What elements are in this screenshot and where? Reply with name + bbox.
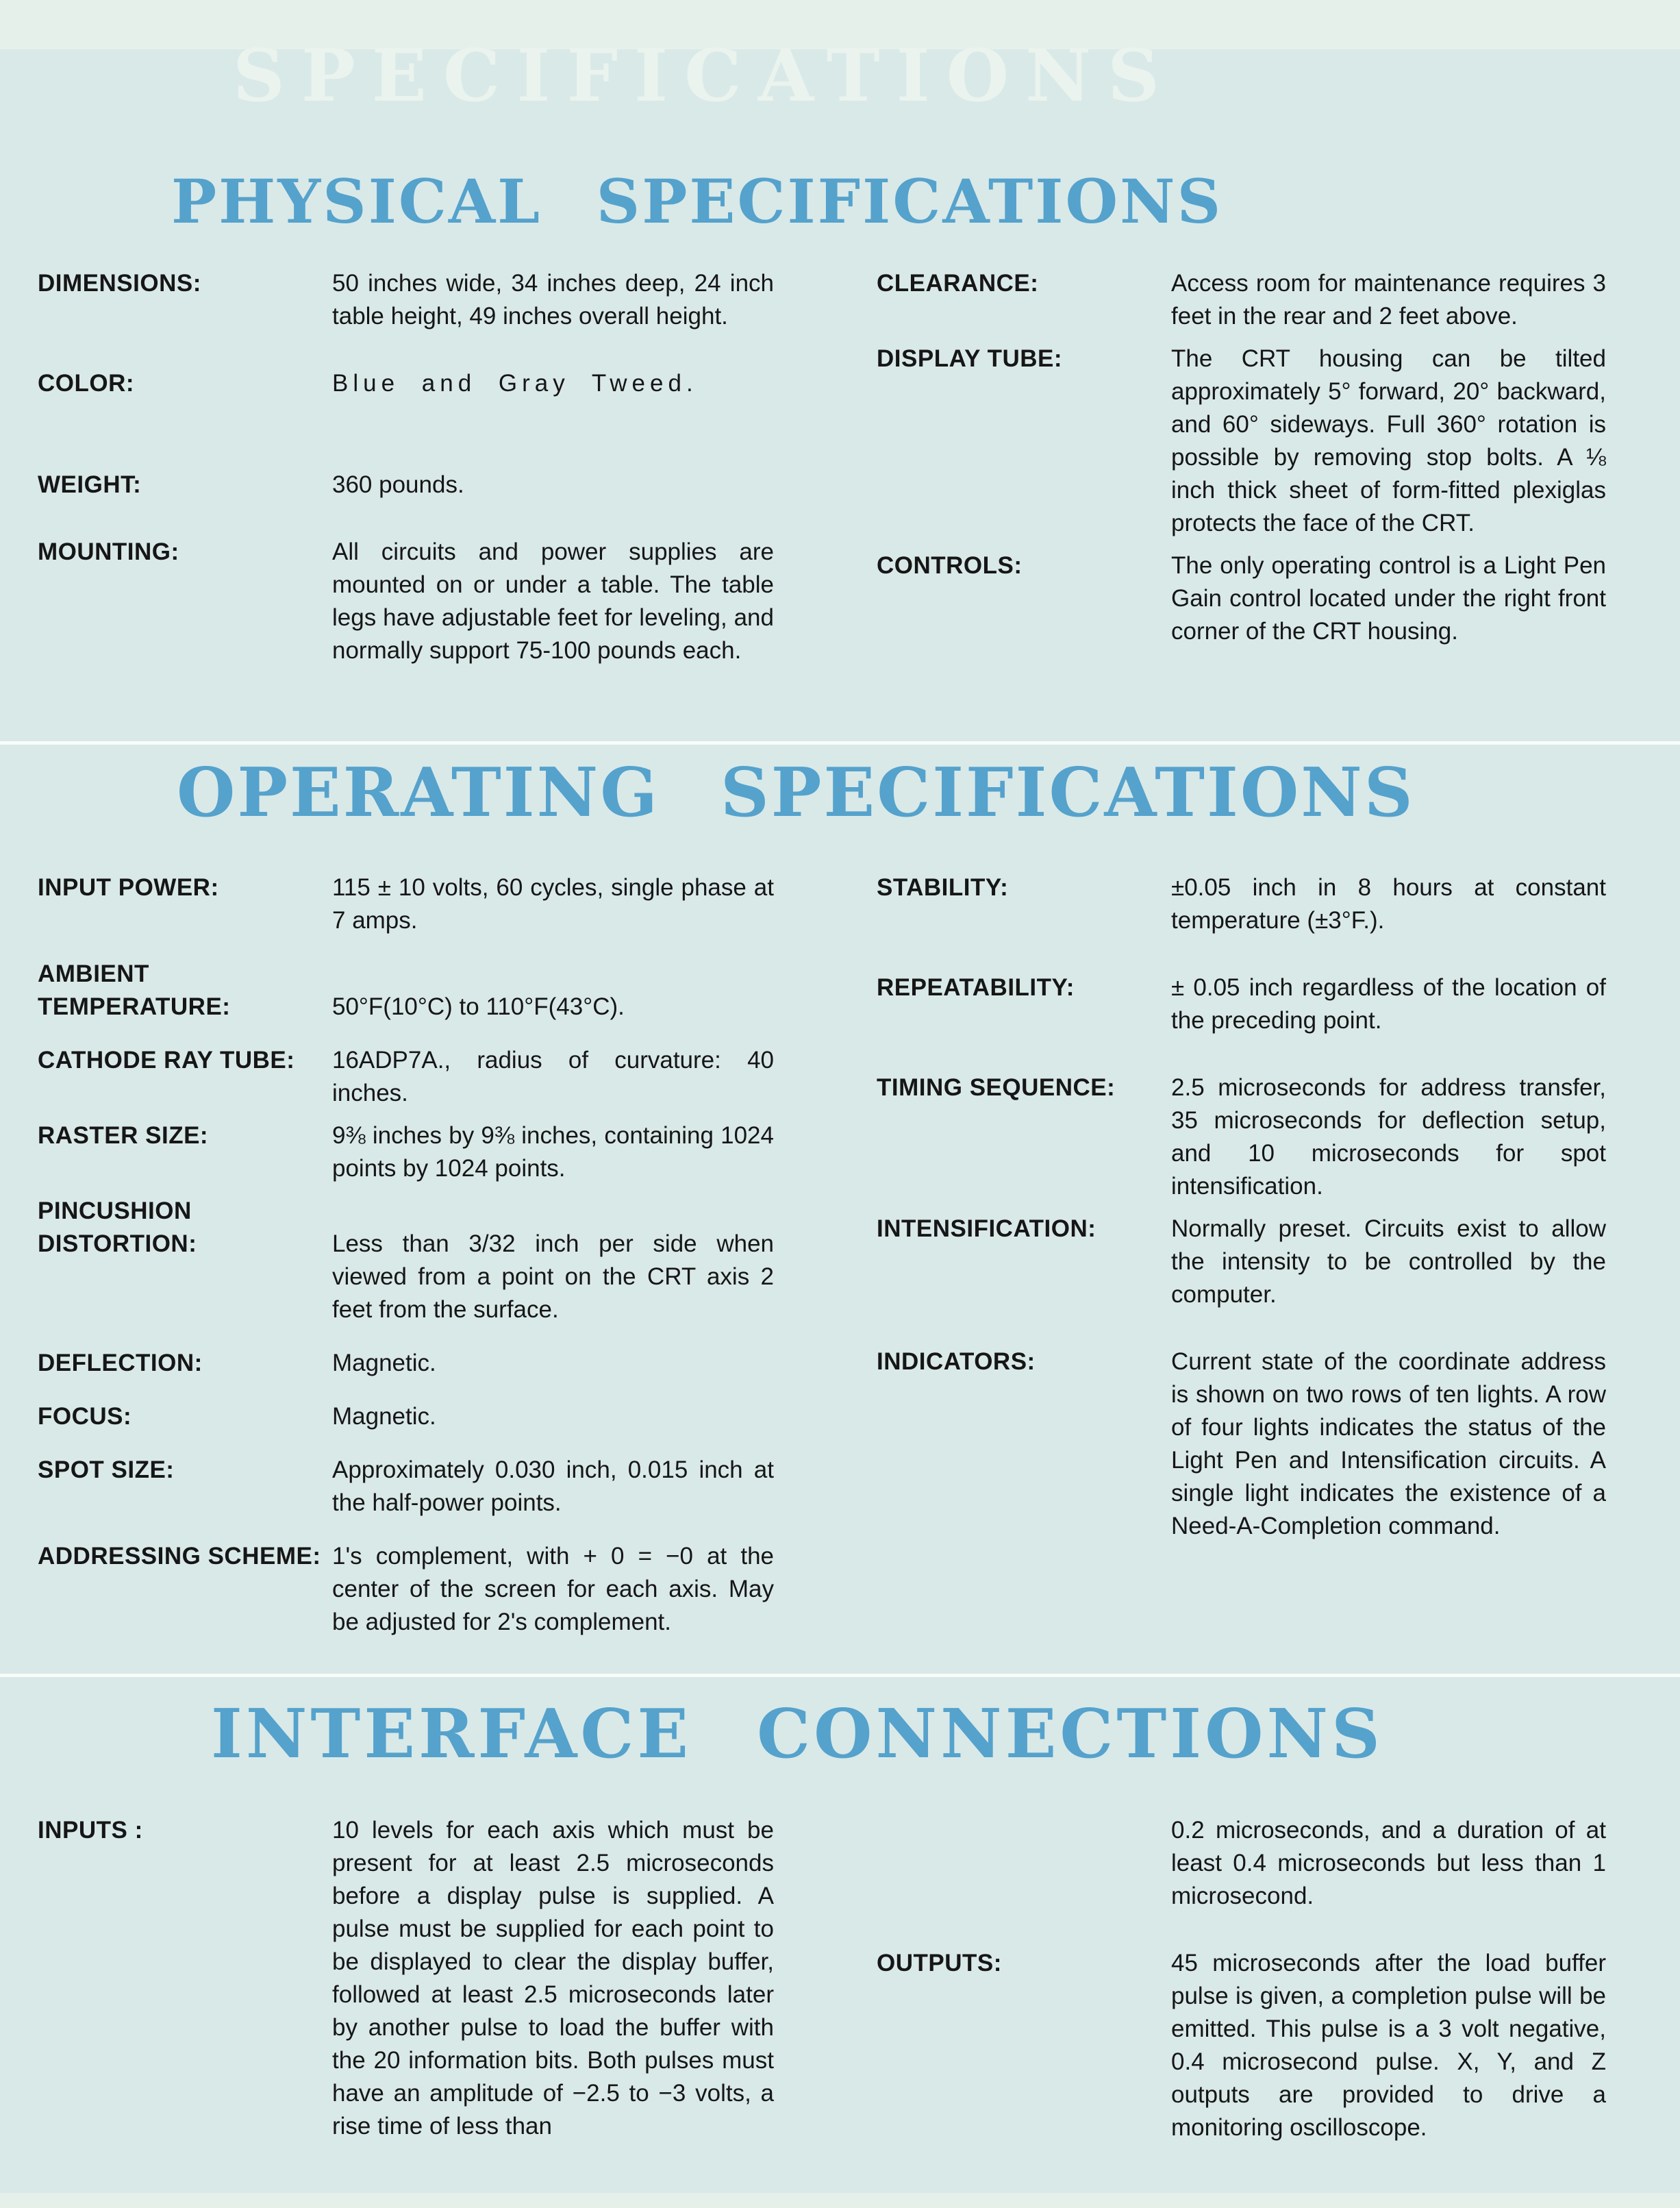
spec-row-repeatability xyxy=(877,971,1606,1037)
spec-label: RASTER SIZE: xyxy=(38,1122,209,1149)
spec-value: The only operating control is a Light Pen Gain control located under the right front corner of the CRT housing. xyxy=(1171,552,1606,645)
spec-label xyxy=(877,1814,1171,1913)
spec-value: 10 levels for each axis which must be present for at least 2.5 microseconds before a display pulse is supplied. A pulse must be supplied for each point to be displayed to clear the display buffer, followed at least 2.5 microseconds later by another pulse to load the buffer with the 20 information bits. Both pulses must have an amplitude of −2.5 to −3 volts, a rise time of less than xyxy=(332,1817,774,2139)
spec-row-color xyxy=(38,367,774,400)
spec-row-cathode-ray-tube xyxy=(38,1044,774,1110)
physical-specs-section xyxy=(0,267,1680,667)
spec-value: Magnetic. xyxy=(332,1403,436,1430)
spec-label: CLEARANCE: xyxy=(877,270,1039,297)
operating-left-column xyxy=(38,871,774,1639)
spec-label: DEFLECTION: xyxy=(38,1350,203,1376)
spec-value: Approximately 0.030 inch, 0.015 inch at the half-power points. xyxy=(332,1456,774,1516)
spec-row-addressing-scheme xyxy=(38,1540,774,1639)
spec-row-stability xyxy=(877,871,1606,937)
spec-row-spot-size xyxy=(38,1454,774,1519)
spec-label: INPUT POWER: xyxy=(38,874,219,901)
spec-label: COLOR: xyxy=(38,370,135,397)
spec-row-input-power xyxy=(38,871,774,937)
spec-label: MOUNTING: xyxy=(38,538,179,565)
spec-label: CATHODE RAY TUBE: xyxy=(38,1047,295,1074)
spec-value: Normally preset. Circuits exist to allow the intensity to be controlled by the computer. xyxy=(1171,1215,1606,1308)
physical-left-column xyxy=(38,267,774,667)
operating-right-column xyxy=(877,871,1606,1639)
spec-row-outputs xyxy=(877,1947,1606,2144)
spec-label: FOCUS: xyxy=(38,1403,132,1430)
section-heading-operating: OPERATING SPECIFICATIONS xyxy=(177,754,1415,832)
spec-row-display-tube xyxy=(877,343,1606,540)
spec-label: INTENSIFICATION: xyxy=(877,1215,1096,1242)
spec-value: 45 microseconds after the load buffer pulse is given, a completion pulse will be emitted. This pulse is a 3 volt negative, 0.4 microsecond pulse. X, Y, and Z outputs are provided to drive a monitoring oscilloscope. xyxy=(1171,1950,1606,2141)
spec-value: 50°F(10°C) to 110°F(43°C). xyxy=(332,993,625,1020)
spec-value: The CRT housing can be tilted approximately 5° forward, 20° backward, and 60° sideways. Full 360° rotation is possible by removing stop bolts. A ⅛ inch thick sheet of form-fitted plexiglas protects the face of the CRT. xyxy=(1171,345,1606,536)
spec-label: INPUTS : xyxy=(38,1817,143,1844)
spec-value: ±0.05 inch in 8 hours at constant temperature (±3°F.). xyxy=(1171,874,1606,934)
spec-row-inputs-continued xyxy=(877,1814,1606,1913)
physical-right-column xyxy=(877,267,1606,667)
spec-value: Access room for maintenance requires 3 feet in the rear and 2 feet above. xyxy=(1171,270,1606,330)
spec-value: 0.2 microseconds, and a duration of at least 0.4 microseconds but less than 1 microsecond. xyxy=(1171,1817,1606,1909)
spec-row-dimensions xyxy=(38,267,774,333)
spec-label: STABILITY: xyxy=(877,874,1009,901)
spec-value: 2.5 microseconds for address transfer, 35 microseconds for deflection setup, and 10 microseconds for spot intensification. xyxy=(1171,1074,1606,1200)
spec-value: ± 0.05 inch regardless of the location of the preceding point. xyxy=(1171,974,1606,1034)
spec-label: ADDRESSING SCHEME: xyxy=(38,1543,321,1570)
page-title: SPECIFICATIONS xyxy=(233,33,1176,118)
spec-label: AMBIENT TEMPERATURE: xyxy=(38,960,231,1020)
spec-label: CONTROLS: xyxy=(877,552,1023,579)
spec-row-controls xyxy=(877,549,1606,648)
spec-row-inputs xyxy=(38,1814,774,2143)
interface-right-column xyxy=(877,1814,1606,2144)
spec-label: DIMENSIONS: xyxy=(38,270,201,297)
spec-value: 50 inches wide, 34 inches deep, 24 inch table height, 49 inches overall height. xyxy=(332,270,774,330)
interface-left-column xyxy=(38,1814,774,2144)
spec-value: 360 pounds. xyxy=(332,471,464,498)
spec-value: 1's complement, with + 0 = −0 at the center of the screen for each axis. May be adjusted for 2's complement. xyxy=(332,1543,774,1635)
spec-row-intensification xyxy=(877,1213,1606,1311)
spec-row-ambient-temperature xyxy=(38,958,774,1024)
spec-value: Blue and Gray Tweed. xyxy=(332,370,698,397)
spec-row-pincushion-distortion xyxy=(38,1195,774,1326)
spec-label: WEIGHT: xyxy=(38,471,142,498)
spec-value: All circuits and power supplies are mounted on or under a table. The table legs have adjustable feet for leveling, and normally support 75-100 pounds each. xyxy=(332,538,774,664)
section-heading-interface: INTERFACE CONNECTIONS xyxy=(211,1695,1383,1774)
section-heading-physical: PHYSICAL SPECIFICATIONS xyxy=(171,166,1223,237)
spec-row-indicators xyxy=(877,1345,1606,1543)
spec-label: OUTPUTS: xyxy=(877,1950,1002,1976)
bottom-scan-band xyxy=(0,2193,1680,2208)
spec-row-focus xyxy=(38,1400,774,1433)
spec-row-timing-sequence xyxy=(877,1071,1606,1203)
spec-value: Magnetic. xyxy=(332,1350,436,1376)
spec-value: 16ADP7A., radius of curvature: 40 inches. xyxy=(332,1047,774,1106)
interface-connections-section xyxy=(0,1814,1680,2144)
spec-label: INDICATORS: xyxy=(877,1348,1036,1375)
spec-row-weight xyxy=(38,469,774,501)
spec-row-clearance xyxy=(877,267,1606,333)
spec-value: Current state of the coordinate address is shown on two rows of ten lights. A row of four lights indicates the status of the Light Pen and Intensification circuits. A single light indicates the existence of a Need-A-Completion command. xyxy=(1171,1348,1606,1539)
spec-row-deflection xyxy=(38,1347,774,1380)
spec-row-raster-size xyxy=(38,1119,774,1185)
section-divider xyxy=(0,741,1680,745)
spec-row-mounting xyxy=(38,536,774,667)
spec-label: PINCUSHION DISTORTION: xyxy=(38,1198,197,1257)
spec-label: TIMING SEQUENCE: xyxy=(877,1074,1116,1101)
spec-label: DISPLAY TUBE: xyxy=(877,345,1062,372)
spec-label: REPEATABILITY: xyxy=(877,974,1075,1001)
spec-value: 9⅜ inches by 9⅜ inches, containing 1024 points by 1024 points. xyxy=(332,1122,774,1182)
spec-value: 115 ± 10 volts, 60 cycles, single phase at 7 amps. xyxy=(332,874,774,934)
spec-value: Less than 3/32 inch per side when viewed from a point on the CRT axis 2 feet from the surface. xyxy=(332,1230,774,1323)
operating-specs-section xyxy=(0,871,1680,1639)
spec-label: SPOT SIZE: xyxy=(38,1456,175,1483)
section-divider xyxy=(0,1674,1680,1677)
